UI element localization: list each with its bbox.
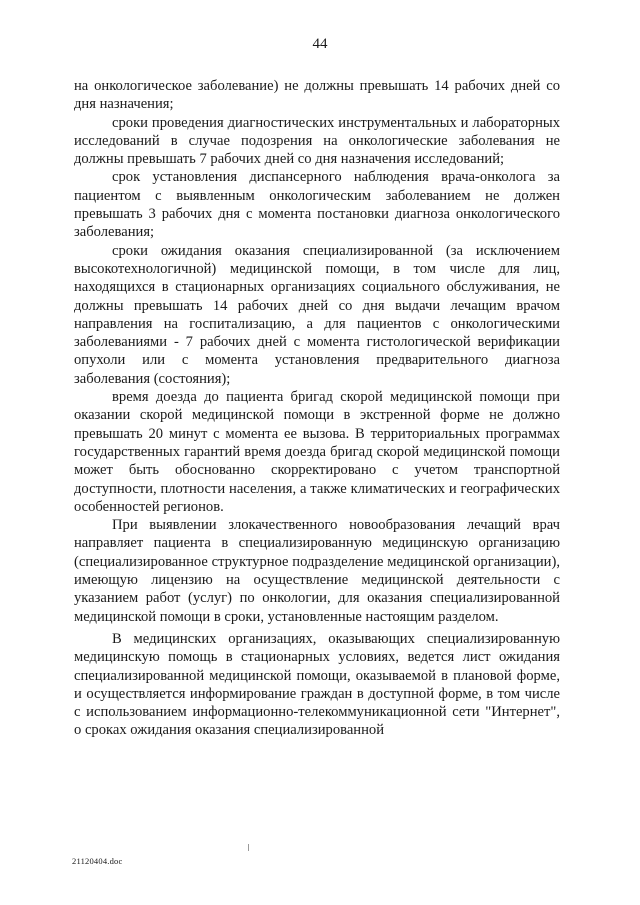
scan-artifact (248, 844, 249, 851)
paragraph-oncology-referral: При выявлении злокачественного новообразования лечащий врач направляет пациента в специализированную медицинскую организацию (специализированное структурное подразделение медицинской организации), имеющую лицензию на осуществление медицинской деятельности с указанием работ (услуг) по онкологии, для оказания специализированной медицинской помощи в сроки, установленные настоящим разделом. (74, 517, 560, 625)
page-number: 44 (312, 36, 328, 52)
document-body (74, 77, 560, 740)
paragraph-ambulance-arrival: время доезда до пациента бригад скорой медицинской помощи при оказании скорой медицинской помощи в экстренной форме не должно превышать 20 минут с момента ее вызова. В территориальных программах государственных гарантий время доезда бригад скорой медицинской помощи может быть обоснованно скорректировано с учетом транспортной доступности, плотности населения, а также климатических и географических особенностей регионов. (74, 389, 560, 515)
paragraph-waiting-list: В медицинских организациях, оказывающих специализированную медицинскую помощь в стационарных условиях, ведется лист ожидания специализированной медицинской помощи, оказываемой в плановой форме, и осуществляется информирование граждан в доступной форме, в том числе с использованием информационно-телекоммуникационной сети "Интернет", о сроках ожидания оказания специализированной (74, 630, 560, 739)
paragraph-continuation: на онкологическое заболевание) не должны превышать 14 рабочих дней со дня назначения; (74, 78, 560, 113)
paragraph-dispensary-observation: срок установления диспансерного наблюдения врача-онколога за пациентом с выявленным онкологическим заболеванием не должен превышать 3 рабочих дня с момента постановки диагноза онкологического заболевания; (74, 169, 560, 241)
paragraph-diagnostic-terms: сроки проведения диагностических инструментальных и лабораторных исследований в случае подозрения на онкологические заболевания не должны превышать 7 рабочих дней со дня назначения исследований; (74, 114, 560, 168)
footer-document-code: 21120404.doc (72, 856, 123, 866)
paragraph-specialized-care-terms: сроки ожидания оказания специализированной (за исключением высокотехнологичной) медицинской помощи, в том числе для лиц, находящихся в стационарных организациях социального обслуживания, не должны превышать 14 рабочих дней со дня выдачи лечащим врачом направления на госпитализацию, а для пациентов с онкологическими заболеваниями - 7 рабочих дней с момента гистологической верификации опухоли или с момента установления предварительного диагноза заболевания (состояния); (74, 242, 560, 387)
